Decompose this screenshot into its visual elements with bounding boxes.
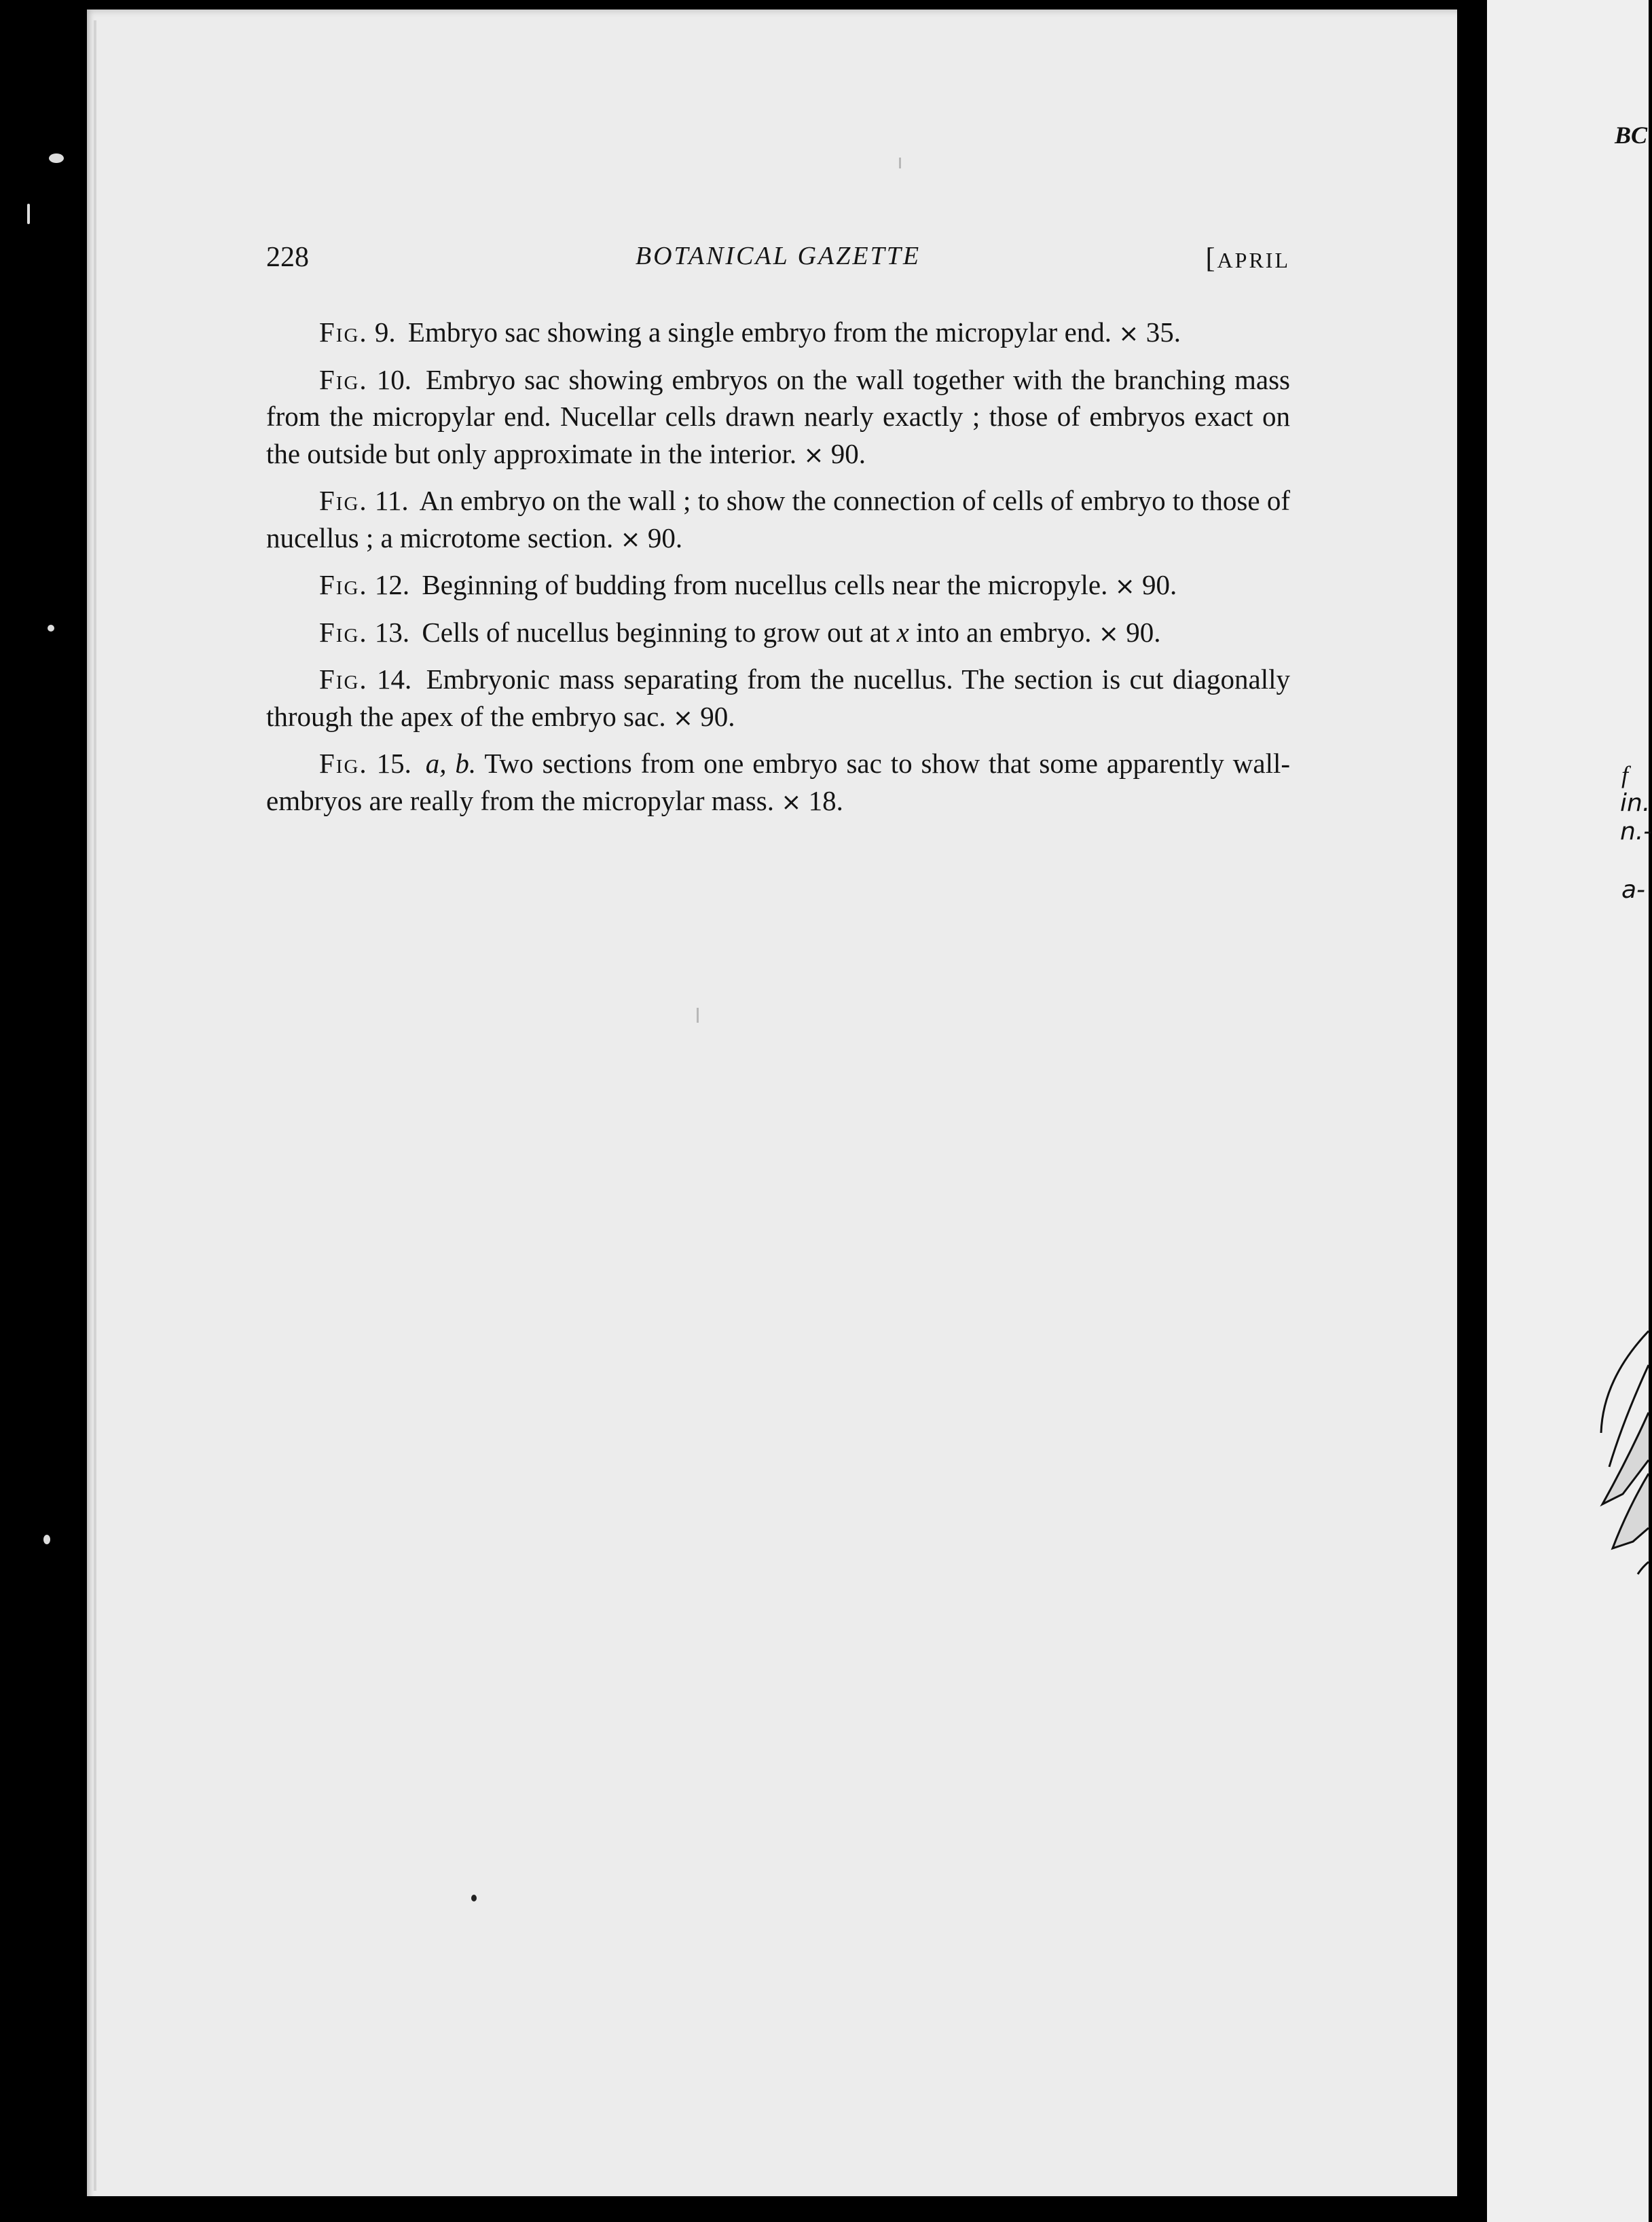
magnification-symbol: × <box>1114 572 1135 600</box>
magnification-value: 90. <box>1142 569 1177 600</box>
magnification-symbol: × <box>803 441 824 469</box>
caption-fig-12 <box>266 566 1290 606</box>
adjacent-page-drawing <box>1487 0 1649 2222</box>
scan-speck <box>27 204 30 224</box>
magnification-value: 90. <box>830 437 866 469</box>
scan-speck <box>471 1895 477 1901</box>
caption-text: Beginning of budding from nucellus cells near the micropyle. <box>422 569 1108 600</box>
caption-fig-10 <box>266 361 1290 475</box>
figure-number: 14. <box>377 663 412 695</box>
caption-text: Embryonic mass separating from the nucellus. The section is cut diagonally through the apex of the embryo sac. <box>266 663 1290 732</box>
figure-number: 13. <box>374 616 410 648</box>
scan-mark <box>697 1008 699 1023</box>
adjacent-page-fragment: f <box>1621 761 1629 788</box>
bracket: [ <box>1205 243 1217 274</box>
caption-fig-15 <box>266 745 1290 821</box>
adjacent-page-fragment: n.- <box>1620 818 1652 845</box>
figure-number: 10. <box>376 363 411 395</box>
figure-label: Fig. <box>319 363 368 395</box>
page-number: 228 <box>266 242 309 273</box>
adjacent-page-title-fragment: BC <box>1615 122 1648 149</box>
magnification-symbol: × <box>1098 619 1119 648</box>
running-month <box>1206 242 1290 275</box>
magnification-symbol: × <box>781 788 802 816</box>
magnification-symbol: × <box>1118 320 1139 348</box>
magnification-symbol: × <box>672 704 694 732</box>
magnification-symbol: × <box>620 525 641 553</box>
magnification-value: 90. <box>1126 616 1161 648</box>
scan-mark <box>899 158 901 168</box>
adjacent-page-fragment: a- <box>1621 876 1646 904</box>
figure-label: Fig. <box>319 616 368 648</box>
magnification-value: 35. <box>1145 316 1181 348</box>
caption-text: Cells of nucellus beginning to grow out at <box>422 616 890 648</box>
caption-variable: a, b. <box>425 748 477 779</box>
journal-title: BOTANICAL GAZETTE <box>635 242 921 270</box>
caption-text: Embryo sac showing a single embryo from the micropylar end. <box>407 316 1112 348</box>
scan-speck <box>48 625 54 632</box>
figure-label: Fig. <box>319 316 368 348</box>
caption-fig-13 <box>266 614 1290 653</box>
scan-speck <box>43 1535 50 1544</box>
caption-fig-11 <box>266 482 1290 558</box>
caption-text: into an embryo. <box>916 616 1092 648</box>
caption-text: Embryo sac showing embryos on the wall together with the branching mass from the micropylar end. Nucellar cells drawn nearly exactly ; those of embryos exact on the outside but only approximate in the interior. <box>266 363 1290 469</box>
page-edge <box>94 20 96 2191</box>
adjacent-page-fragment: in. <box>1620 789 1651 817</box>
caption-fig-14 <box>266 661 1290 737</box>
caption-variable: x <box>896 616 909 648</box>
figure-captions <box>266 314 1290 829</box>
caption-text: Two sections from one embryo sac to show that some apparently wall-embryos are really from the micropylar mass. <box>266 748 1291 816</box>
figure-number: 15. <box>376 748 411 779</box>
scan-speck <box>49 153 64 163</box>
figure-number: 12. <box>374 569 410 600</box>
figure-number: 9. <box>374 316 396 348</box>
figure-number: 11. <box>374 485 409 516</box>
figure-label: Fig. <box>319 485 368 516</box>
adjacent-page <box>1487 0 1652 2222</box>
magnification-value: 18. <box>808 784 843 816</box>
caption-fig-9 <box>266 314 1290 353</box>
figure-label: Fig. <box>319 748 368 779</box>
figure-label: Fig. <box>319 663 368 695</box>
running-header <box>266 241 1290 282</box>
caption-text: An embryo on the wall ; to show the connection of cells of embryo to those of nucellus ; a microtome section. <box>266 485 1290 553</box>
magnification-value: 90. <box>700 700 735 732</box>
month-label: APRIL <box>1217 248 1290 272</box>
magnification-value: 90. <box>647 522 683 553</box>
figure-label: Fig. <box>319 569 368 600</box>
